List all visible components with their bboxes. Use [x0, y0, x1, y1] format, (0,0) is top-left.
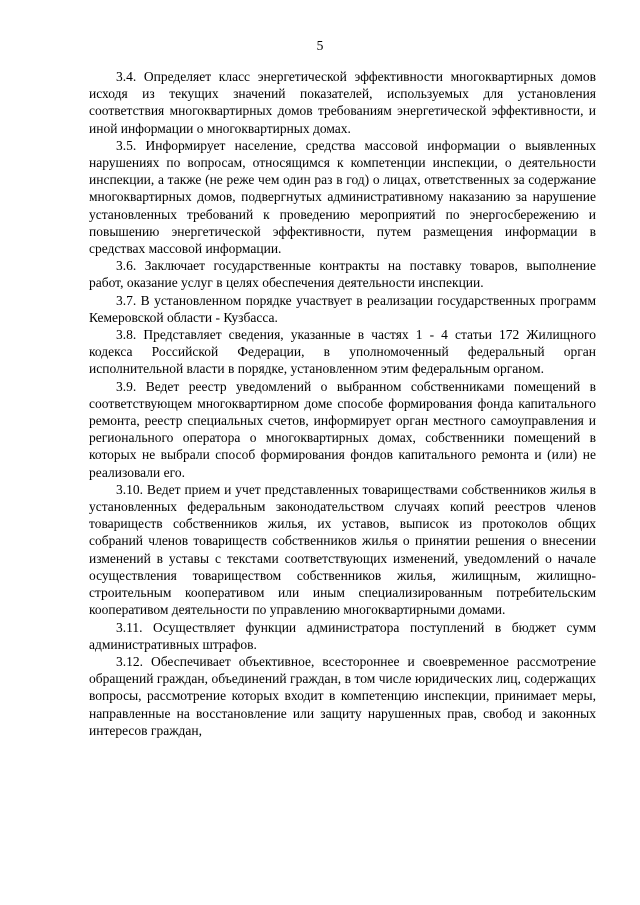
paragraph-3-6: 3.6. Заключает государственные контракты на поставку товаров, выполнение работ, оказание услуг в целях обеспечения деятельности инспекции.: [89, 258, 596, 291]
paragraph-3-10: 3.10. Ведет прием и учет представленных товариществами собственников жилья в установленных федеральным законодательством случаях копий реестров членов товариществ собственников жилья, их уставов, выписок из протоколов общих собраний членов товариществ собственников жилья о принятии решения о внесении изменений в уставы с текстами соответствующих изменений, уведомлений о начале осуществления товариществом собственников жилья, жилищным, жилищно-строительным кооперативом или иным специализированным потребительским кооперативом деятельности по управлению многоквартирными домами.: [89, 481, 596, 618]
paragraph-3-12: 3.12. Обеспечивает объективное, всестороннее и своевременное рассмотрение обращений граждан, объединений граждан, в том числе юридических лиц, содержащих вопросы, рассмотрение которых входит в компетенцию инспекции, принимает меры, направленные на восстановление или защиту нарушенных прав, свобод и законных интересов граждан,: [89, 653, 596, 738]
paragraph-3-9: 3.9. Ведет реестр уведомлений о выбранном собственниками помещений в соответствующем многоквартирном доме способе формирования фонда капитального ремонта, реестр специальных счетов, информирует орган местного самоуправления и регионального оператора о многоквартирных домах, собственники помещений в которых не выбрали способ формирования фондов капитального ремонта и (или) не реализовали его.: [89, 378, 596, 480]
paragraph-3-8: 3.8. Представляет сведения, указанные в частях 1 - 4 статьи 172 Жилищного кодекса Российской Федерации, в уполномоченный федеральный орган исполнительной власти в порядке, установленном этим федеральным органом.: [89, 327, 596, 377]
paragraph-3-4: 3.4. Определяет класс энергетической эффективности многоквартирных домов исходя из текущих значений показателей, используемых для установления соответствия многоквартирных домов требованиям энергетической эффективности, и иной информации о многоквартирных домах.: [89, 69, 596, 136]
paragraph-3-11: 3.11. Осуществляет функции администратора поступлений в бюджет сумм административных штрафов.: [89, 619, 596, 652]
document-body: [89, 68, 596, 739]
paragraph-3-7: 3.7. В установленном порядке участвует в реализации государственных программ Кемеровской области - Кузбасса.: [89, 292, 596, 325]
paragraph-3-5: 3.5. Информирует население, средства массовой информации о выявленных нарушениях по вопросам, относящимся к компетенции инспекции, о деятельности инспекции, а также (не реже чем один раз в год) о лицах, ответственных за содержание многоквартирных домов, подвергнутых административному наказанию за нарушение установленных требований к проведению мероприятий по энергосбережению и повышению энергетической эффективности, путем размещения информации в средствах массовой информации.: [89, 137, 596, 257]
page-number: 5: [316, 38, 324, 53]
